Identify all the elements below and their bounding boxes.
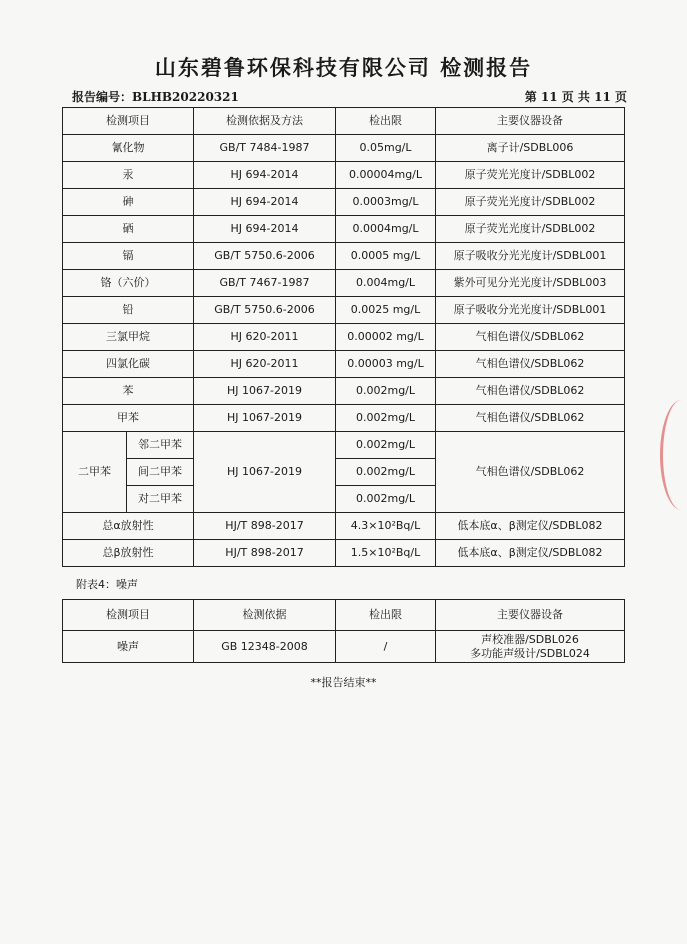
cell-limit: 0.002mg/L [336, 378, 436, 405]
noise-table [62, 599, 625, 663]
cell-limit: 0.00002 mg/L [336, 324, 436, 351]
cell-limit: 0.00003 mg/L [336, 351, 436, 378]
cell-equipment: 气相色谱仪/SDBL062 [436, 432, 625, 513]
cell-limit: 0.002mg/L [336, 486, 436, 513]
cell-equipment: 低本底α、β测定仪/SDBL082 [436, 513, 625, 540]
cell-item: 总β放射性 [63, 540, 194, 567]
header-item: 检测项目 [63, 600, 194, 631]
equipment-line: 多功能声级计/SDBL024 [470, 646, 590, 660]
cell-equipment: 原子吸收分光光度计/SDBL001 [436, 243, 625, 270]
cell-limit: 0.0004mg/L [336, 216, 436, 243]
table-row [63, 378, 625, 405]
table-header-row [63, 108, 625, 135]
cell-item: 硒 [63, 216, 194, 243]
cell-item: 噪声 [63, 631, 194, 663]
cell-limit: 0.0003mg/L [336, 189, 436, 216]
table-row [63, 540, 625, 567]
header-equipment: 主要仪器设备 [436, 108, 625, 135]
header-method: 检测依据及方法 [194, 108, 336, 135]
cell-method: HJ 1067-2019 [194, 378, 336, 405]
cell-item: 氰化物 [63, 135, 194, 162]
cell-method: HJ 620-2011 [194, 324, 336, 351]
cell-item-group: 二甲苯 [63, 432, 127, 513]
cell-limit: 0.002mg/L [336, 432, 436, 459]
cell-method: GB/T 5750.6-2006 [194, 297, 336, 324]
cell-equipment: 气相色谱仪/SDBL062 [436, 351, 625, 378]
cell-method: GB/T 7467-1987 [194, 270, 336, 297]
cell-limit: 0.00004mg/L [336, 162, 436, 189]
appendix-label: 附表4：噪声 [76, 578, 138, 591]
header-limit: 检出限 [336, 600, 436, 631]
cell-limit: 1.5×10²Bq/L [336, 540, 436, 567]
table-row [63, 270, 625, 297]
equipment-line: 声校准器/SDBL026 [481, 632, 579, 646]
cell-method: HJ 694-2014 [194, 189, 336, 216]
cell-equipment: 原子荧光光度计/SDBL002 [436, 189, 625, 216]
cell-equipment: 气相色谱仪/SDBL062 [436, 405, 625, 432]
header-limit: 检出限 [336, 108, 436, 135]
table-header-row [63, 600, 625, 631]
report-title: 山东碧鲁环保科技有限公司 检测报告 [154, 55, 533, 80]
cell-subitem: 间二甲苯 [127, 459, 194, 486]
cell-method: HJ/T 898-2017 [194, 540, 336, 567]
report-number: 报告编号：BLHB20220321 [72, 90, 239, 104]
table-row [63, 351, 625, 378]
cell-limit: 4.3×10²Bq/L [336, 513, 436, 540]
cell-equipment: 低本底α、β测定仪/SDBL082 [436, 540, 625, 567]
cell-item: 苯 [63, 378, 194, 405]
cell-method: HJ 694-2014 [194, 216, 336, 243]
cell-equipment: 气相色谱仪/SDBL062 [436, 324, 625, 351]
cell-item: 四氯化碳 [63, 351, 194, 378]
cell-item: 汞 [63, 162, 194, 189]
cell-equipment: 原子荧光光度计/SDBL002 [436, 162, 625, 189]
cell-equipment: 气相色谱仪/SDBL062 [436, 378, 625, 405]
cell-equipment: 离子计/SDBL006 [436, 135, 625, 162]
cell-method: GB/T 7484-1987 [194, 135, 336, 162]
cell-item: 铬（六价） [63, 270, 194, 297]
cell-item: 三氯甲烷 [63, 324, 194, 351]
cell-limit: 0.0025 mg/L [336, 297, 436, 324]
cell-method: HJ 1067-2019 [194, 432, 336, 513]
cell-method: HJ 694-2014 [194, 162, 336, 189]
cell-item: 甲苯 [63, 405, 194, 432]
table-row [63, 631, 625, 663]
header-method: 检测依据 [194, 600, 336, 631]
cell-limit: 0.002mg/L [336, 405, 436, 432]
cell-item: 镉 [63, 243, 194, 270]
cell-equipment: 原子荧光光度计/SDBL002 [436, 216, 625, 243]
cell-equipment [436, 631, 625, 663]
cell-item: 总α放射性 [63, 513, 194, 540]
header-item: 检测项目 [63, 108, 194, 135]
table-row [63, 297, 625, 324]
table-row [63, 324, 625, 351]
cell-limit: / [336, 631, 436, 663]
table-row [63, 405, 625, 432]
table-row [63, 162, 625, 189]
seal-stamp-edge [660, 400, 687, 510]
table-row [63, 135, 625, 162]
detection-methods-table [62, 107, 625, 567]
cell-equipment: 紫外可见分光光度计/SDBL003 [436, 270, 625, 297]
table-row [63, 216, 625, 243]
page-indicator: 第 11 页 共 11 页 [524, 90, 627, 104]
cell-method: HJ/T 898-2017 [194, 513, 336, 540]
cell-method: HJ 1067-2019 [194, 405, 336, 432]
cell-limit: 0.05mg/L [336, 135, 436, 162]
cell-method: GB 12348-2008 [194, 631, 336, 663]
table-row [63, 243, 625, 270]
table-row [63, 189, 625, 216]
table-row [63, 513, 625, 540]
cell-method: GB/T 5750.6-2006 [194, 243, 336, 270]
cell-subitem: 邻二甲苯 [127, 432, 194, 459]
cell-equipment: 原子吸收分光光度计/SDBL001 [436, 297, 625, 324]
cell-item: 铅 [63, 297, 194, 324]
cell-item: 砷 [63, 189, 194, 216]
cell-limit: 0.004mg/L [336, 270, 436, 297]
cell-subitem: 对二甲苯 [127, 486, 194, 513]
header-equipment: 主要仪器设备 [436, 600, 625, 631]
table-row-xylene [63, 432, 625, 459]
cell-limit: 0.0005 mg/L [336, 243, 436, 270]
cell-limit: 0.002mg/L [336, 459, 436, 486]
report-end-mark: **报告结束** [310, 676, 377, 689]
cell-method: HJ 620-2011 [194, 351, 336, 378]
